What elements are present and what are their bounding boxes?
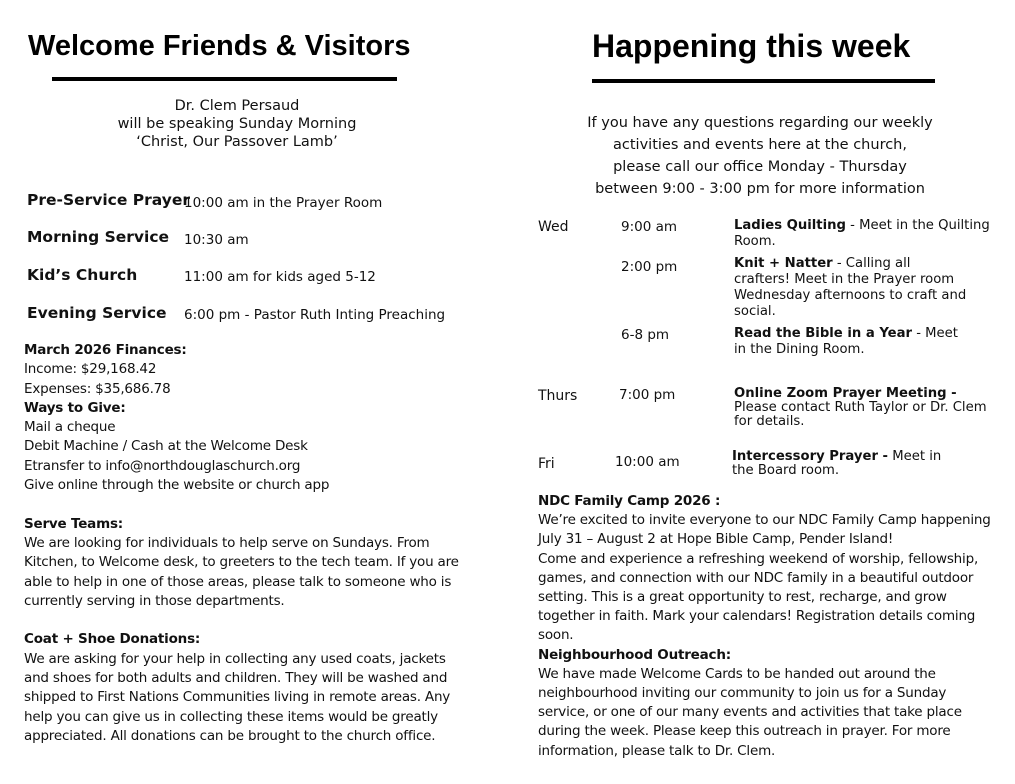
- event-desc: Meet in the Board room.: [732, 449, 942, 478]
- day-label-fri: Fri: [538, 456, 555, 472]
- welcome-heading: Welcome Friends & Visitors: [28, 30, 411, 62]
- camp-text: Come and experience a refreshing weekend of worship, fellowship, games, and connection with our NDC family in a beautiful outdoor setting. This is a great opportunity to rest, recharge, and grow together in faith. Mark your calendars! Registration details coming soon.: [538, 550, 979, 644]
- event-intercessory-prayer: [732, 450, 967, 478]
- speaker-announcement: [0, 97, 474, 151]
- event-read-bible: [734, 326, 974, 358]
- event-time: 7:00 pm: [619, 387, 676, 403]
- announcements: [538, 492, 998, 761]
- service-value-pre-service-prayer: 10:00 am in the Prayer Room: [184, 195, 383, 211]
- give-item: Debit Machine / Cash at the Welcome Desk: [24, 438, 308, 455]
- finances-title: March 2026 Finances:: [24, 342, 187, 358]
- service-label-morning-service: Morning Service: [27, 228, 170, 246]
- event-ladies-quilting: [734, 218, 994, 250]
- serve-teams-title: Serve Teams:: [24, 515, 123, 532]
- finances-and-giving: [24, 341, 464, 746]
- service-value-evening-service: 6:00 pm - Pastor Ruth Inting Preaching: [184, 307, 446, 323]
- event-desc: - Meet in the Dining Room.: [734, 326, 958, 357]
- event-time: 6-8 pm: [621, 327, 670, 343]
- event-time: 9:00 am: [621, 219, 678, 235]
- office-info-line: If you have any questions regarding our weekly: [587, 115, 933, 131]
- office-info-line: activities and events here at the church,: [613, 137, 907, 153]
- event-title: Intercessory Prayer -: [732, 449, 889, 464]
- camp-text: We’re excited to invite everyone to our NDC Family Camp happening July 31 – August 2 at Hope Bible Camp, Pender Island!: [538, 512, 991, 548]
- event-time: 10:00 am: [615, 454, 680, 470]
- serve-teams-text: We are looking for individuals to help serve on Sundays. From Kitchen, to Welcome desk, to greeters to the tech team. If you are able to help in one of those areas, please talk to someone who is currently serving in those departments.: [24, 534, 459, 609]
- happening-heading-rule: [592, 79, 935, 83]
- sermon-title: ‘Christ, Our Passover Lamb’: [136, 134, 338, 150]
- speaker-line: will be speaking Sunday Morning: [117, 116, 357, 132]
- coat-donations-text: We are asking for your help in collecting any used coats, jackets and shoes for both adults and children. They will be washed and shipped to First Nations Communities living in remote areas. Any help you can give us in collecting these items would be greatly appreciated. All donations can be brought to the church office.: [24, 650, 451, 744]
- event-knit-natter: [734, 256, 969, 320]
- event-title: Read the Bible in a Year: [734, 326, 912, 341]
- give-item: Etransfer to info@northdouglaschurch.org: [24, 457, 301, 474]
- income-value: Income: $29,168.42: [24, 361, 157, 378]
- give-item: Give online through the website or church app: [24, 477, 330, 494]
- service-label-kids-church: Kid’s Church: [27, 266, 138, 284]
- event-title: Knit + Natter: [734, 256, 833, 271]
- day-label-wed: Wed: [538, 219, 569, 235]
- event-title: Online Zoom Prayer Meeting -: [734, 386, 957, 401]
- expenses-value: Expenses: $35,686.78: [24, 380, 171, 397]
- service-label-pre-service-prayer: Pre-Service Prayer: [27, 191, 191, 209]
- event-desc: - Meet in the Quilting Room.: [734, 218, 990, 249]
- event-title: Ladies Quilting: [734, 218, 846, 233]
- office-info-line: between 9:00 - 3:00 pm for more information: [595, 181, 925, 197]
- coat-donations-title: Coat + Shoe Donations:: [24, 631, 201, 648]
- service-value-morning-service: 10:30 am: [184, 232, 249, 248]
- happening-heading: Happening this week: [592, 28, 911, 64]
- outreach-text: We have made Welcome Cards to be handed out around the neighbourhood inviting our community to join us for a Sunday service, or one of our many events and activities that take place during the week. Please keep this outreach in prayer. For more information, please talk to Dr. Clem.: [538, 665, 962, 759]
- ways-to-give-title: Ways to Give:: [24, 399, 126, 416]
- service-value-kids-church: 11:00 am for kids aged 5-12: [184, 269, 376, 285]
- event-desc: Please contact Ruth Taylor or Dr. Clem for details.: [734, 400, 987, 429]
- give-item: Mail a cheque: [24, 419, 116, 436]
- camp-title: NDC Family Camp 2026 :: [538, 493, 721, 509]
- welcome-heading-rule: [52, 77, 397, 81]
- office-info-line: please call our office Monday - Thursday: [613, 159, 907, 175]
- event-time: 2:00 pm: [621, 259, 678, 275]
- outreach-title: Neighbourhood Outreach:: [538, 646, 731, 663]
- speaker-line: Dr. Clem Persaud: [174, 98, 300, 114]
- service-label-evening-service: Evening Service: [27, 304, 167, 322]
- day-label-thurs: Thurs: [538, 388, 578, 404]
- event-desc: - Calling all crafters! Meet in the Prayer room Wednesday afternoons to craft and social.: [734, 256, 967, 319]
- office-info: [510, 112, 1010, 200]
- event-zoom-prayer: [734, 387, 996, 429]
